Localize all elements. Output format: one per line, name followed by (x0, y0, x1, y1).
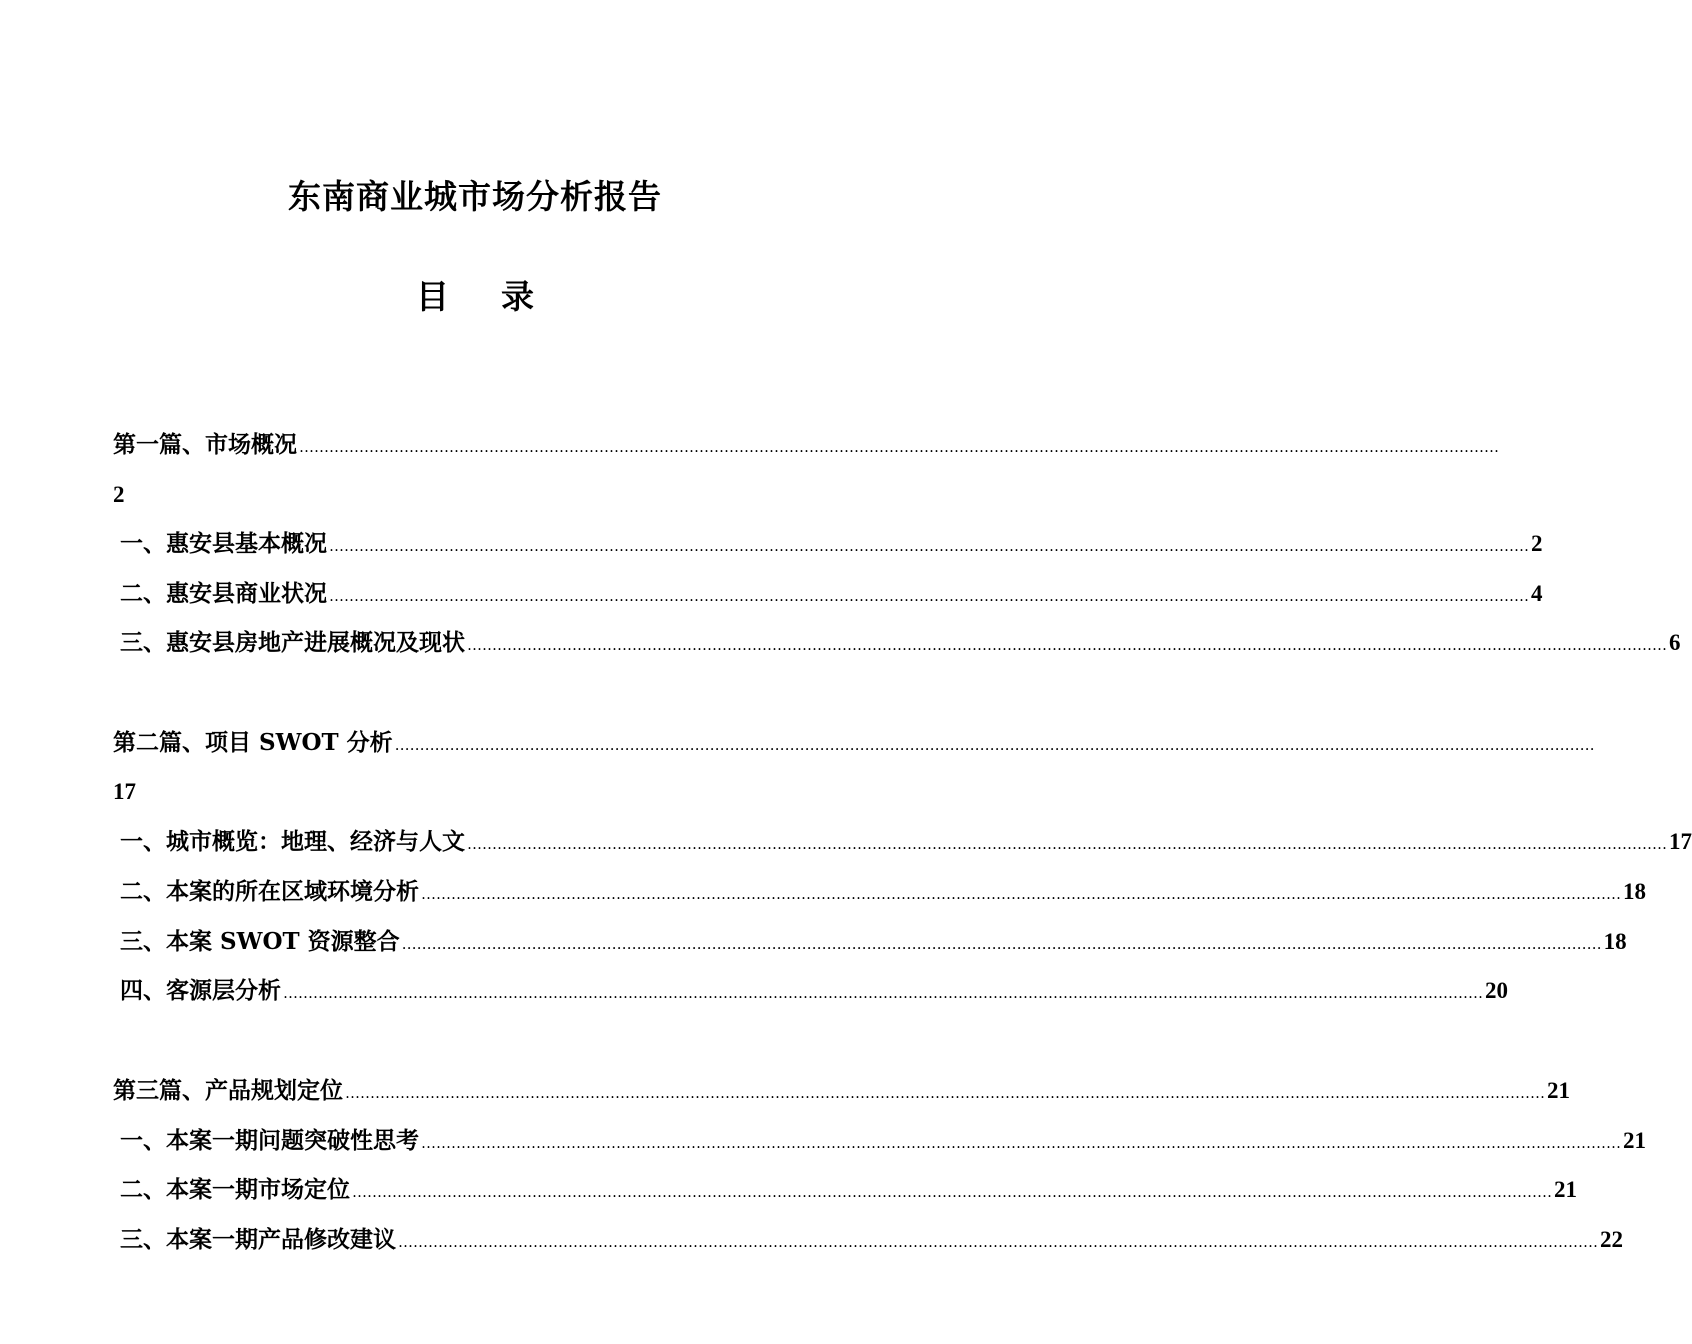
toc-item[interactable] (120, 623, 1681, 663)
toc-item-page: 6 (1669, 630, 1681, 655)
toc-item-label: 二、惠安县商业状况 (120, 580, 327, 607)
toc-item-label: 一、城市概览：地理、经济与人文 (120, 828, 465, 855)
toc-part-1[interactable] (113, 425, 1499, 465)
toc-leader-dots: …………………………………………………………………………………………………………………………………………………………………………………………………………………… (345, 1084, 1545, 1102)
toc-leader-dots: …………………………………………………………………………………………………………………………………………………………………………………………………………………… (467, 835, 1667, 853)
toc-leader-dots: …………………………………………………………………………………………………………………………………………………………………………………………………………………… (299, 438, 1499, 456)
document-title: 东南商业城市场分析报告 (288, 177, 662, 216)
toc-heading-first-char: 目 (416, 277, 449, 316)
toc-leader-dots: …………………………………………………………………………………………………………………………………………………………………………………………………………………… (394, 736, 1595, 754)
toc-part-2[interactable] (113, 723, 1595, 763)
toc-item[interactable] (120, 872, 1646, 912)
toc-part-1-label: 第一篇、市场概况 (113, 431, 297, 458)
toc-leader-dots: …………………………………………………………………………………………………………………………………………………………………………………………………………………… (329, 537, 1529, 555)
toc-item-page: 22 (1600, 1227, 1623, 1252)
toc-part-2-label: 第二篇、项目 SWOT 分析 (113, 729, 393, 756)
toc-item[interactable] (120, 1170, 1577, 1210)
toc-item-label: 二、本案的所在区域环境分析 (120, 878, 419, 905)
toc-heading (0, 272, 950, 322)
toc-item-page: 21 (1554, 1177, 1577, 1202)
toc-item-label: 三、惠安县房地产进展概况及现状 (120, 629, 465, 656)
toc-leader-dots: …………………………………………………………………………………………………………………………………………………………………………………………………………………… (283, 984, 1483, 1002)
toc-item-page: 17 (1669, 829, 1692, 854)
toc-item-page: 21 (1623, 1128, 1646, 1153)
toc-leader-dots: …………………………………………………………………………………………………………………………………………………………………………………………………………………… (352, 1183, 1552, 1201)
toc-item-label: 一、惠安县基本概况 (120, 530, 327, 557)
toc-item[interactable] (120, 524, 1543, 564)
toc-item-label: 三、本案 SWOT 资源整合 (120, 928, 400, 955)
toc-part-3[interactable] (113, 1071, 1570, 1111)
toc-item[interactable] (120, 1121, 1646, 1161)
toc-item-page: 18 (1603, 929, 1627, 954)
toc-leader-dots: …………………………………………………………………………………………………………………………………………………………………………………………………………………… (329, 587, 1529, 605)
toc-item-label: 四、客源层分析 (120, 977, 281, 1004)
toc-part-1-page: 2 (113, 482, 125, 507)
toc-item[interactable] (120, 822, 1692, 862)
toc-heading-second-char: 录 (501, 277, 534, 316)
toc-item[interactable] (120, 922, 1627, 962)
toc-part-2-page: 17 (113, 779, 136, 804)
toc-item[interactable] (120, 1220, 1623, 1260)
toc-item[interactable] (120, 574, 1543, 614)
toc-item-page: 4 (1531, 581, 1543, 606)
toc-item[interactable] (120, 971, 1508, 1011)
toc-leader-dots: …………………………………………………………………………………………………………………………………………………………………………………………………………………… (398, 1233, 1598, 1251)
toc-item-page: 20 (1485, 978, 1508, 1003)
toc-leader-dots: …………………………………………………………………………………………………………………………………………………………………………………………………………………… (421, 885, 1621, 903)
toc-item-label: 三、本案一期产品修改建议 (120, 1226, 396, 1253)
toc-leader-dots: …………………………………………………………………………………………………………………………………………………………………………………………………………………… (421, 1134, 1621, 1152)
toc-item-label: 一、本案一期问题突破性思考 (120, 1127, 419, 1154)
toc-part-3-label: 第三篇、产品规划定位 (113, 1077, 343, 1104)
toc-part-3-page: 21 (1547, 1078, 1570, 1103)
toc-item-page: 2 (1531, 531, 1543, 556)
toc-item-label: 二、本案一期市场定位 (120, 1176, 350, 1203)
toc-item-page: 18 (1623, 879, 1646, 904)
toc-leader-dots: …………………………………………………………………………………………………………………………………………………………………………………………………………………… (401, 935, 1602, 953)
toc-leader-dots: …………………………………………………………………………………………………………………………………………………………………………………………………………………… (467, 636, 1667, 654)
